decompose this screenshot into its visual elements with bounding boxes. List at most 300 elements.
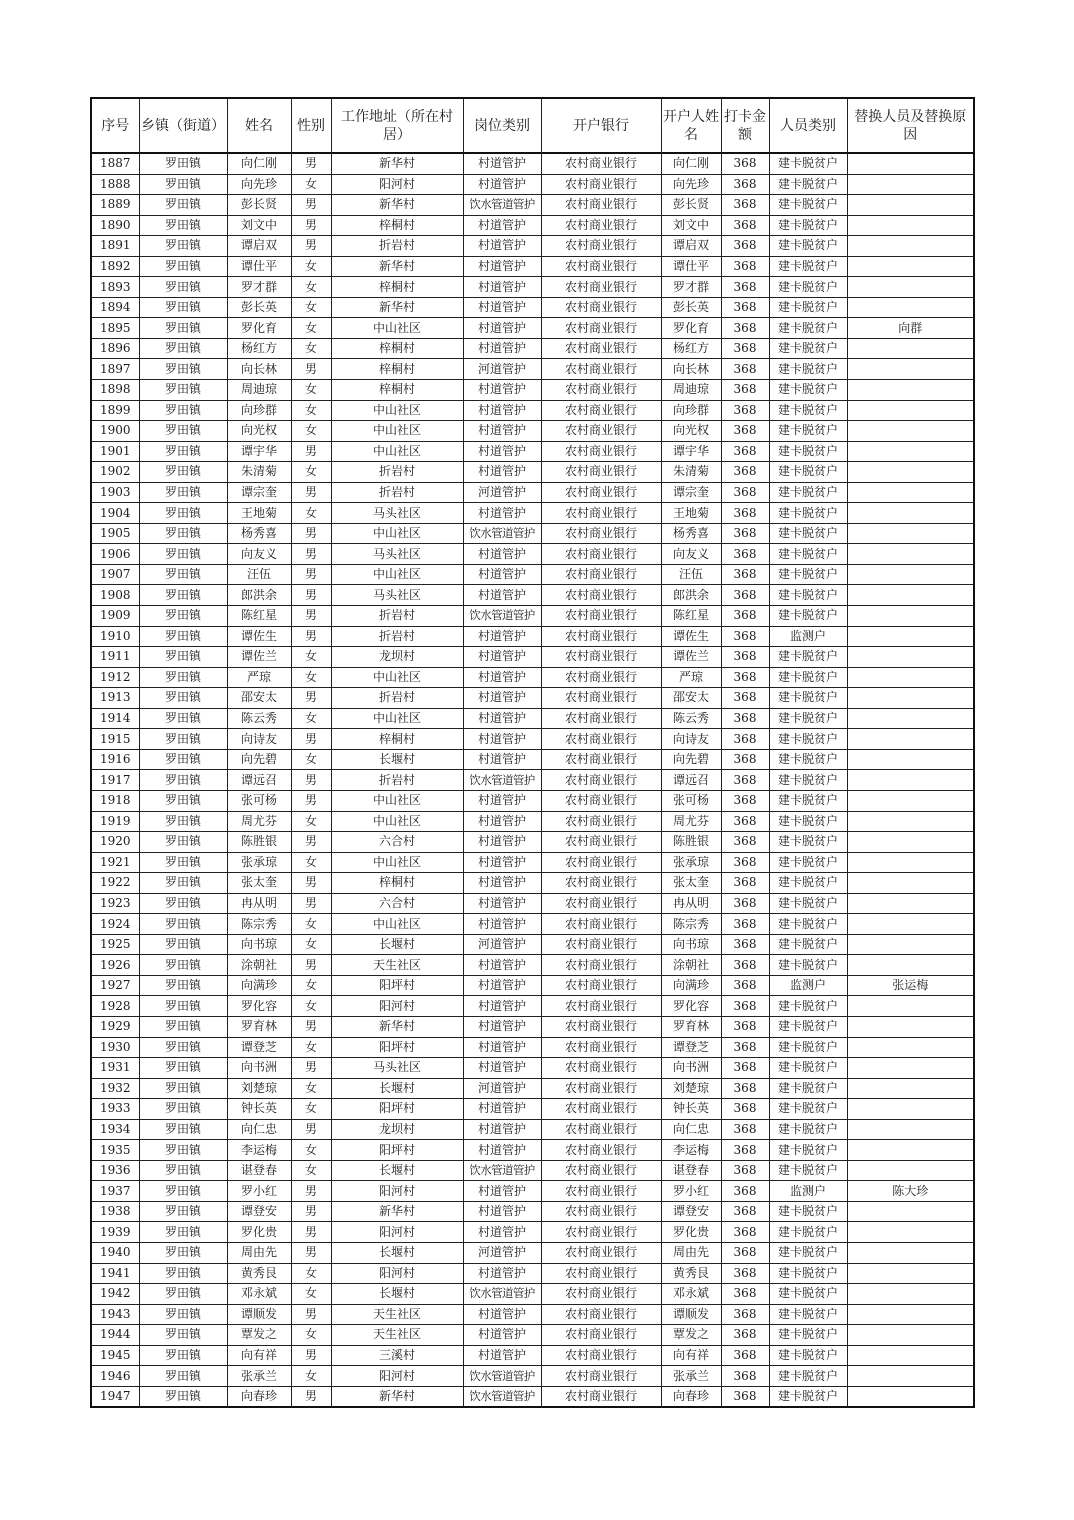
cell-index: 1889 <box>91 195 139 216</box>
table-row <box>91 1160 974 1181</box>
cell-account-holder: 黄秀艮 <box>661 1263 721 1284</box>
cell-index: 1911 <box>91 647 139 668</box>
cell-amount: 368 <box>721 1181 769 1202</box>
cell-name: 罗化贵 <box>227 1222 291 1243</box>
cell-work-address: 六合村 <box>331 893 463 914</box>
col-header-name: 姓名 <box>227 98 291 153</box>
table-row <box>91 462 974 483</box>
cell-replacement <box>847 297 974 318</box>
cell-person-category: 监测户 <box>769 975 847 996</box>
cell-replacement <box>847 626 974 647</box>
cell-post-type: 村道管护 <box>463 236 541 257</box>
cell-township: 罗田镇 <box>139 1284 227 1305</box>
table-row <box>91 688 974 709</box>
cell-township: 罗田镇 <box>139 914 227 935</box>
cell-index: 1932 <box>91 1078 139 1099</box>
cell-work-address: 阳河村 <box>331 1366 463 1387</box>
cell-post-type: 村道管护 <box>463 318 541 339</box>
cell-work-address: 新华村 <box>331 1016 463 1037</box>
cell-index: 1887 <box>91 153 139 174</box>
cell-replacement <box>847 1366 974 1387</box>
cell-account-holder: 谭宗奎 <box>661 482 721 503</box>
cell-township: 罗田镇 <box>139 1222 227 1243</box>
cell-work-address: 阳坪村 <box>331 1140 463 1161</box>
table-row <box>91 667 974 688</box>
table-row <box>91 1037 974 1058</box>
cell-name: 周尤芬 <box>227 811 291 832</box>
cell-post-type: 村道管护 <box>463 1016 541 1037</box>
cell-township: 罗田镇 <box>139 318 227 339</box>
cell-bank: 农村商业银行 <box>541 893 661 914</box>
table-row <box>91 482 974 503</box>
cell-work-address: 中山社区 <box>331 421 463 442</box>
cell-replacement <box>847 153 974 174</box>
cell-amount: 368 <box>721 811 769 832</box>
cell-township: 罗田镇 <box>139 811 227 832</box>
cell-person-category: 建卡脱贫户 <box>769 338 847 359</box>
cell-account-holder: 向诗友 <box>661 729 721 750</box>
cell-bank: 农村商业银行 <box>541 585 661 606</box>
cell-township: 罗田镇 <box>139 277 227 298</box>
cell-replacement <box>847 1386 974 1407</box>
cell-replacement <box>847 667 974 688</box>
cell-replacement <box>847 1078 974 1099</box>
cell-bank: 农村商业银行 <box>541 1263 661 1284</box>
cell-post-type: 河道管护 <box>463 934 541 955</box>
cell-post-type: 村道管护 <box>463 975 541 996</box>
cell-gender: 女 <box>291 174 331 195</box>
cell-replacement <box>847 1325 974 1346</box>
cell-account-holder: 向珍群 <box>661 400 721 421</box>
cell-amount: 368 <box>721 1386 769 1407</box>
cell-gender: 男 <box>291 1058 331 1079</box>
cell-name: 王地菊 <box>227 503 291 524</box>
cell-name: 陈云秀 <box>227 708 291 729</box>
cell-index: 1907 <box>91 564 139 585</box>
cell-township: 罗田镇 <box>139 832 227 853</box>
cell-person-category: 建卡脱贫户 <box>769 585 847 606</box>
col-header-replacement: 替换人员及替换原因 <box>847 98 974 153</box>
cell-index: 1942 <box>91 1284 139 1305</box>
cell-township: 罗田镇 <box>139 647 227 668</box>
cell-post-type: 河道管护 <box>463 482 541 503</box>
cell-post-type: 村道管护 <box>463 1201 541 1222</box>
cell-amount: 368 <box>721 975 769 996</box>
cell-index: 1915 <box>91 729 139 750</box>
cell-replacement <box>847 236 974 257</box>
cell-name: 涂朝社 <box>227 955 291 976</box>
cell-person-category: 建卡脱贫户 <box>769 1325 847 1346</box>
cell-post-type: 村道管护 <box>463 277 541 298</box>
cell-index: 1946 <box>91 1366 139 1387</box>
cell-person-category: 建卡脱贫户 <box>769 1099 847 1120</box>
cell-bank: 农村商业银行 <box>541 914 661 935</box>
cell-amount: 368 <box>721 277 769 298</box>
cell-work-address: 六合村 <box>331 832 463 853</box>
cell-replacement <box>847 256 974 277</box>
cell-gender: 男 <box>291 893 331 914</box>
cell-name: 刘文中 <box>227 215 291 236</box>
cell-amount: 368 <box>721 1325 769 1346</box>
cell-account-holder: 刘楚琼 <box>661 1078 721 1099</box>
cell-work-address: 新华村 <box>331 297 463 318</box>
cell-index: 1914 <box>91 708 139 729</box>
cell-account-holder: 杨秀喜 <box>661 523 721 544</box>
cell-bank: 农村商业银行 <box>541 441 661 462</box>
cell-post-type: 村道管护 <box>463 503 541 524</box>
cell-index: 1916 <box>91 749 139 770</box>
cell-amount: 368 <box>721 195 769 216</box>
table-row <box>91 256 974 277</box>
cell-account-holder: 王地菊 <box>661 503 721 524</box>
table-row <box>91 585 974 606</box>
table-row <box>91 708 974 729</box>
cell-gender: 女 <box>291 1099 331 1120</box>
table-row <box>91 893 974 914</box>
cell-index: 1908 <box>91 585 139 606</box>
cell-replacement <box>847 1160 974 1181</box>
cell-amount: 368 <box>721 462 769 483</box>
table-row <box>91 1242 974 1263</box>
cell-township: 罗田镇 <box>139 1181 227 1202</box>
cell-person-category: 建卡脱贫户 <box>769 195 847 216</box>
cell-township: 罗田镇 <box>139 1119 227 1140</box>
cell-amount: 368 <box>721 1016 769 1037</box>
cell-township: 罗田镇 <box>139 195 227 216</box>
cell-amount: 368 <box>721 421 769 442</box>
cell-post-type: 村道管护 <box>463 914 541 935</box>
cell-name: 彭长英 <box>227 297 291 318</box>
cell-name: 杨红方 <box>227 338 291 359</box>
cell-work-address: 梓桐村 <box>331 380 463 401</box>
cell-replacement <box>847 174 974 195</box>
cell-gender: 男 <box>291 770 331 791</box>
cell-index: 1920 <box>91 832 139 853</box>
cell-account-holder: 陈云秀 <box>661 708 721 729</box>
cell-post-type: 村道管护 <box>463 215 541 236</box>
cell-replacement <box>847 873 974 894</box>
cell-amount: 368 <box>721 1242 769 1263</box>
cell-bank: 农村商业银行 <box>541 256 661 277</box>
cell-township: 罗田镇 <box>139 544 227 565</box>
cell-work-address: 中山社区 <box>331 441 463 462</box>
cell-gender: 男 <box>291 729 331 750</box>
cell-gender: 男 <box>291 873 331 894</box>
cell-account-holder: 杨红方 <box>661 338 721 359</box>
cell-name: 罗小红 <box>227 1181 291 1202</box>
cell-post-type: 村道管护 <box>463 811 541 832</box>
cell-township: 罗田镇 <box>139 338 227 359</box>
cell-replacement <box>847 380 974 401</box>
cell-bank: 农村商业银行 <box>541 1119 661 1140</box>
cell-township: 罗田镇 <box>139 503 227 524</box>
cell-amount: 368 <box>721 297 769 318</box>
cell-person-category: 建卡脱贫户 <box>769 852 847 873</box>
cell-bank: 农村商业银行 <box>541 482 661 503</box>
cell-bank: 农村商业银行 <box>541 153 661 174</box>
cell-post-type: 村道管护 <box>463 1222 541 1243</box>
col-header-person-category: 人员类别 <box>769 98 847 153</box>
cell-amount: 368 <box>721 1099 769 1120</box>
cell-index: 1917 <box>91 770 139 791</box>
cell-post-type: 村道管护 <box>463 174 541 195</box>
cell-gender: 女 <box>291 1160 331 1181</box>
table-row <box>91 380 974 401</box>
cell-amount: 368 <box>721 1345 769 1366</box>
cell-post-type: 村道管护 <box>463 1304 541 1325</box>
cell-bank: 农村商业银行 <box>541 1386 661 1407</box>
cell-name: 覃发之 <box>227 1325 291 1346</box>
cell-person-category: 监测户 <box>769 1181 847 1202</box>
cell-work-address: 中山社区 <box>331 318 463 339</box>
cell-index: 1902 <box>91 462 139 483</box>
table-row <box>91 236 974 257</box>
cell-name: 向仁刚 <box>227 153 291 174</box>
cell-account-holder: 刘文中 <box>661 215 721 236</box>
cell-index: 1903 <box>91 482 139 503</box>
cell-amount: 368 <box>721 1304 769 1325</box>
cell-index: 1933 <box>91 1099 139 1120</box>
cell-index: 1891 <box>91 236 139 257</box>
cell-name: 谭登芝 <box>227 1037 291 1058</box>
cell-index: 1901 <box>91 441 139 462</box>
table-row <box>91 400 974 421</box>
cell-post-type: 村道管护 <box>463 1181 541 1202</box>
cell-name: 向友义 <box>227 544 291 565</box>
cell-replacement <box>847 1099 974 1120</box>
cell-work-address: 阳河村 <box>331 1263 463 1284</box>
cell-account-holder: 谭登芝 <box>661 1037 721 1058</box>
cell-gender: 男 <box>291 195 331 216</box>
cell-gender: 男 <box>291 1119 331 1140</box>
table-row <box>91 790 974 811</box>
cell-person-category: 建卡脱贫户 <box>769 1386 847 1407</box>
table-row <box>91 1119 974 1140</box>
cell-name: 张承琼 <box>227 852 291 873</box>
cell-index: 1930 <box>91 1037 139 1058</box>
cell-person-category: 建卡脱贫户 <box>769 832 847 853</box>
cell-amount: 368 <box>721 955 769 976</box>
cell-post-type: 村道管护 <box>463 441 541 462</box>
cell-replacement: 陈大珍 <box>847 1181 974 1202</box>
cell-index: 1938 <box>91 1201 139 1222</box>
cell-name: 向诗友 <box>227 729 291 750</box>
cell-name: 向先珍 <box>227 174 291 195</box>
cell-bank: 农村商业银行 <box>541 688 661 709</box>
cell-township: 罗田镇 <box>139 873 227 894</box>
cell-post-type: 村道管护 <box>463 462 541 483</box>
cell-account-holder: 钟长英 <box>661 1099 721 1120</box>
cell-amount: 368 <box>721 790 769 811</box>
cell-township: 罗田镇 <box>139 236 227 257</box>
cell-replacement <box>847 770 974 791</box>
table-row <box>91 215 974 236</box>
cell-account-holder: 罗化容 <box>661 996 721 1017</box>
cell-name: 向书琼 <box>227 934 291 955</box>
cell-bank: 农村商业银行 <box>541 729 661 750</box>
cell-work-address: 梓桐村 <box>331 873 463 894</box>
cell-index: 1927 <box>91 975 139 996</box>
cell-replacement <box>847 462 974 483</box>
cell-bank: 农村商业银行 <box>541 955 661 976</box>
cell-township: 罗田镇 <box>139 1263 227 1284</box>
cell-name: 邓永斌 <box>227 1284 291 1305</box>
cell-work-address: 中山社区 <box>331 914 463 935</box>
cell-amount: 368 <box>721 523 769 544</box>
cell-replacement <box>847 811 974 832</box>
cell-amount: 368 <box>721 996 769 1017</box>
table-row <box>91 1284 974 1305</box>
cell-person-category: 建卡脱贫户 <box>769 914 847 935</box>
cell-amount: 368 <box>721 1058 769 1079</box>
cell-amount: 368 <box>721 914 769 935</box>
cell-amount: 368 <box>721 380 769 401</box>
cell-name: 汪伍 <box>227 564 291 585</box>
cell-name: 李运梅 <box>227 1140 291 1161</box>
table-row <box>91 1345 974 1366</box>
cell-index: 1904 <box>91 503 139 524</box>
cell-person-category: 建卡脱贫户 <box>769 523 847 544</box>
cell-township: 罗田镇 <box>139 934 227 955</box>
cell-work-address: 新华村 <box>331 195 463 216</box>
cell-bank: 农村商业银行 <box>541 975 661 996</box>
cell-index: 1905 <box>91 523 139 544</box>
cell-name: 陈胜银 <box>227 832 291 853</box>
cell-replacement <box>847 441 974 462</box>
cell-replacement <box>847 606 974 627</box>
table-row <box>91 1386 974 1407</box>
cell-account-holder: 覃发之 <box>661 1325 721 1346</box>
cell-index: 1906 <box>91 544 139 565</box>
cell-name: 罗育林 <box>227 1016 291 1037</box>
cell-index: 1888 <box>91 174 139 195</box>
cell-account-holder: 罗才群 <box>661 277 721 298</box>
cell-work-address: 马头社区 <box>331 1058 463 1079</box>
cell-amount: 368 <box>721 1263 769 1284</box>
cell-index: 1935 <box>91 1140 139 1161</box>
cell-replacement <box>847 1037 974 1058</box>
cell-name: 杨秀喜 <box>227 523 291 544</box>
table-row <box>91 195 974 216</box>
cell-work-address: 梓桐村 <box>331 277 463 298</box>
cell-replacement <box>847 1140 974 1161</box>
cell-township: 罗田镇 <box>139 749 227 770</box>
cell-work-address: 长堰村 <box>331 1160 463 1181</box>
cell-index: 1910 <box>91 626 139 647</box>
cell-replacement <box>847 914 974 935</box>
cell-gender: 女 <box>291 667 331 688</box>
cell-bank: 农村商业银行 <box>541 297 661 318</box>
cell-gender: 男 <box>291 1345 331 1366</box>
cell-bank: 农村商业银行 <box>541 1099 661 1120</box>
table-row <box>91 1016 974 1037</box>
cell-post-type: 村道管护 <box>463 256 541 277</box>
cell-work-address: 中山社区 <box>331 667 463 688</box>
cell-index: 1940 <box>91 1242 139 1263</box>
cell-gender: 男 <box>291 832 331 853</box>
cell-post-type: 饮水管道管护 <box>463 1160 541 1181</box>
cell-amount: 368 <box>721 1160 769 1181</box>
cell-gender: 男 <box>291 1242 331 1263</box>
cell-index: 1919 <box>91 811 139 832</box>
cell-bank: 农村商业银行 <box>541 236 661 257</box>
cell-gender: 男 <box>291 1386 331 1407</box>
cell-work-address: 新华村 <box>331 1201 463 1222</box>
cell-post-type: 村道管护 <box>463 1140 541 1161</box>
cell-township: 罗田镇 <box>139 564 227 585</box>
cell-bank: 农村商业银行 <box>541 1058 661 1079</box>
cell-gender: 男 <box>291 626 331 647</box>
cell-work-address: 阳坪村 <box>331 1099 463 1120</box>
cell-gender: 女 <box>291 1140 331 1161</box>
cell-township: 罗田镇 <box>139 688 227 709</box>
cell-post-type: 河道管护 <box>463 359 541 380</box>
cell-gender: 女 <box>291 811 331 832</box>
cell-gender: 男 <box>291 606 331 627</box>
cell-township: 罗田镇 <box>139 852 227 873</box>
cell-amount: 368 <box>721 503 769 524</box>
cell-bank: 农村商业银行 <box>541 1078 661 1099</box>
cell-name: 罗才群 <box>227 277 291 298</box>
cell-post-type: 饮水管道管护 <box>463 1386 541 1407</box>
table-row <box>91 153 974 174</box>
cell-township: 罗田镇 <box>139 297 227 318</box>
cell-gender: 男 <box>291 1304 331 1325</box>
col-header-post-type: 岗位类别 <box>463 98 541 153</box>
cell-post-type: 村道管护 <box>463 585 541 606</box>
cell-index: 1945 <box>91 1345 139 1366</box>
cell-account-holder: 向光权 <box>661 421 721 442</box>
cell-gender: 男 <box>291 544 331 565</box>
cell-person-category: 建卡脱贫户 <box>769 1242 847 1263</box>
cell-amount: 368 <box>721 688 769 709</box>
cell-bank: 农村商业银行 <box>541 811 661 832</box>
cell-name: 谭登安 <box>227 1201 291 1222</box>
cell-post-type: 村道管护 <box>463 626 541 647</box>
cell-index: 1895 <box>91 318 139 339</box>
cell-work-address: 长堰村 <box>331 749 463 770</box>
cell-bank: 农村商业银行 <box>541 503 661 524</box>
cell-bank: 农村商业银行 <box>541 749 661 770</box>
cell-person-category: 监测户 <box>769 626 847 647</box>
cell-person-category: 建卡脱贫户 <box>769 1345 847 1366</box>
cell-name: 周由先 <box>227 1242 291 1263</box>
cell-index: 1944 <box>91 1325 139 1346</box>
cell-person-category: 建卡脱贫户 <box>769 1263 847 1284</box>
table-row <box>91 914 974 935</box>
cell-replacement <box>847 1058 974 1079</box>
cell-replacement <box>847 277 974 298</box>
cell-post-type: 村道管护 <box>463 1058 541 1079</box>
cell-replacement: 张运梅 <box>847 975 974 996</box>
cell-name: 张太奎 <box>227 873 291 894</box>
cell-township: 罗田镇 <box>139 1140 227 1161</box>
cell-account-holder: 向友义 <box>661 544 721 565</box>
cell-gender: 女 <box>291 1078 331 1099</box>
cell-township: 罗田镇 <box>139 893 227 914</box>
cell-gender: 女 <box>291 1037 331 1058</box>
cell-township: 罗田镇 <box>139 1160 227 1181</box>
cell-index: 1894 <box>91 297 139 318</box>
table-row <box>91 770 974 791</box>
cell-amount: 368 <box>721 1140 769 1161</box>
cell-person-category: 建卡脱贫户 <box>769 1201 847 1222</box>
col-header-bank: 开户银行 <box>541 98 661 153</box>
cell-replacement <box>847 359 974 380</box>
cell-bank: 农村商业银行 <box>541 1037 661 1058</box>
cell-index: 1909 <box>91 606 139 627</box>
cell-person-category: 建卡脱贫户 <box>769 749 847 770</box>
